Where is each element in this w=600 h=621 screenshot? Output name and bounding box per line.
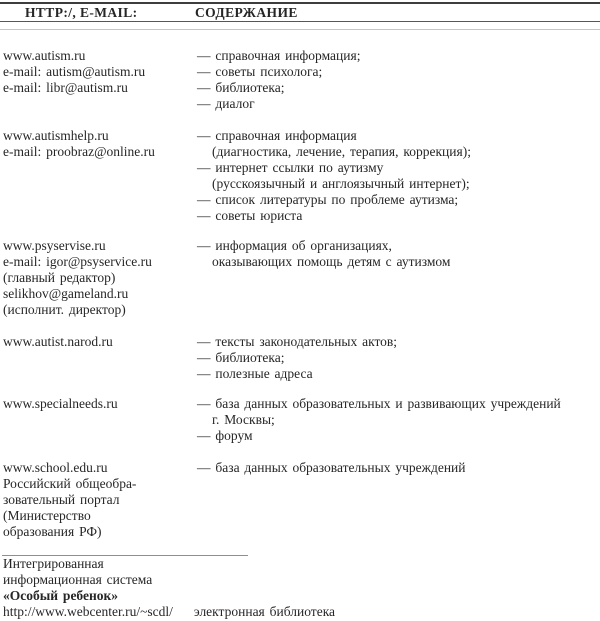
column-header-http-email: HTTP:/, E-MAIL: [25,5,138,20]
email-address: selikhov@gameland.ru [3,286,129,301]
content-item: — информация об организациях, [197,238,392,253]
entry-content-column [197,334,600,382]
content-continuation: г. Москвы; [212,412,275,427]
entry-left-column [0,396,197,444]
content-item: — база данных образовательных и развивающих учреждений [197,396,561,411]
content-continuation: (диагностика, лечение, терапия, коррекция); [212,144,471,159]
site-url: www.autism.ru [3,48,86,63]
site-url: www.psyservise.ru [3,238,106,253]
entry-content-column [197,128,600,224]
footer-url: http://www.webcenter.ru/~scdl/ [3,604,173,619]
content-item: — библиотека; [197,350,285,365]
content-item: — библиотека; [197,80,285,95]
site-url: www.specialneeds.ru [3,396,118,411]
content-continuation: оказывающих помощь детям с аутизмом [212,254,451,269]
email-address: e-mail: proobraz@online.ru [3,144,155,159]
entry-left-column [0,128,197,224]
entry-psyservise-ru [0,238,600,318]
content-continuation: (русскоязычный и англоязычный интернет); [212,176,470,191]
footer-section [0,555,600,620]
site-url: www.school.edu.ru [3,460,108,475]
entry-content-column [197,460,600,540]
content-item: — полезные адреса [197,366,313,381]
entry-specialneeds-ru [0,396,600,444]
content-item: — диалог [197,96,255,111]
content-item: — форум [197,428,253,443]
entry-content-column [197,396,600,444]
footer-url-line [0,604,600,620]
site-url: www.autist.narod.ru [3,334,113,349]
content-item: — тексты законодательных актов; [197,334,398,349]
content-item: — база данных образовательных учреждений [197,460,466,475]
content-item: — справочная информация [197,128,357,143]
site-url: www.autismhelp.ru [3,128,109,143]
entry-autismhelp-ru [0,128,600,224]
entry-autist-narod-ru [0,334,600,382]
note-line: образования РФ) [3,524,102,539]
email-address: e-mail: autism@autism.ru [3,64,146,79]
column-header-content: СОДЕРЖАНИЕ [195,5,298,20]
note-line: Российский общеобра- [3,476,137,491]
entry-school-edu-ru [0,460,600,540]
table-body [0,48,600,540]
content-item: — справочная информация; [197,48,361,63]
entry-content-column [197,238,600,318]
content-item: — советы психолога; [197,64,323,79]
email-address: e-mail: igor@psyservice.ru [3,254,152,269]
entry-autism-ru [0,48,600,112]
entry-left-column [0,238,197,318]
email-address: e-mail: libr@autism.ru [3,80,128,95]
note-line: (Министерство [3,508,91,523]
footer-line: информационная система [3,572,153,587]
header-subrule [0,29,600,30]
entry-content-column [197,48,600,112]
header-rule [0,21,600,22]
entry-left-column [0,48,197,112]
footer-url-description: электронная библиотека [193,604,336,619]
footer-system-name: «Особый ребенок» [3,588,119,603]
footer-line: Интегрированная [3,556,104,571]
entry-left-column [0,460,197,540]
note-line: (исполнит. директор) [3,302,126,317]
content-item: — советы юриста [197,208,303,223]
content-item: — интернет ссылки по аутизму [197,160,384,175]
content-item: — список литературы по проблеме аутизма; [197,192,459,207]
entry-left-column [0,334,197,382]
note-line: (главный редактор) [3,270,116,285]
table-header [0,4,600,21]
note-line: зовательный портал [3,492,120,507]
